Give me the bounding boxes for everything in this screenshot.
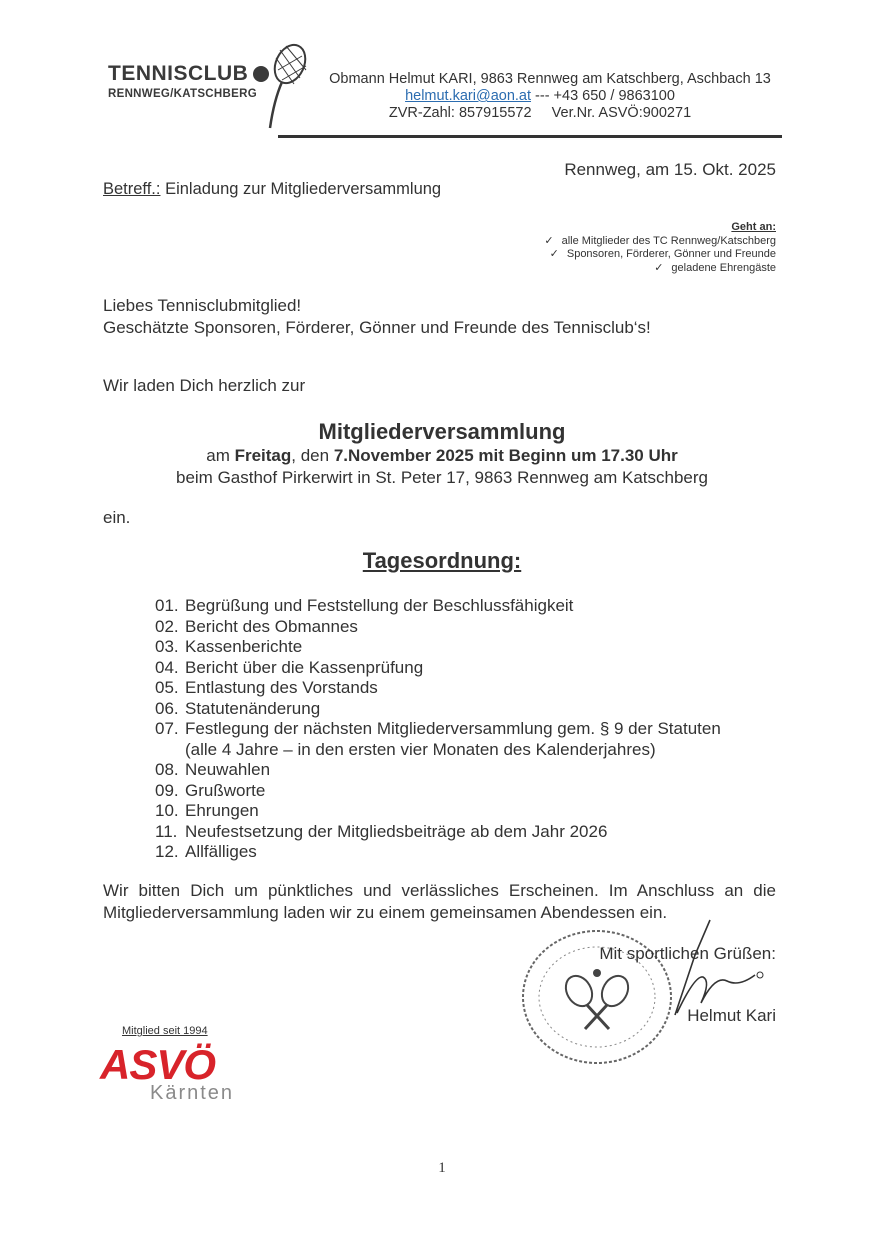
header-address: Obmann Helmut KARI, 9863 Rennweg am Katschberg, Aschbach 13	[329, 71, 771, 87]
subject-text: Einladung zur Mitgliederversammlung	[160, 180, 442, 198]
agenda-item-number: 07.	[155, 719, 179, 738]
agenda-item-number: 04.	[155, 657, 179, 677]
greeting-line-2: Geschätzte Sponsoren, Förderer, Gönner und Freunde des Tennisclub‘s!	[103, 318, 651, 337]
asvo-logo	[100, 1043, 215, 1087]
recipient-item: ✓ Sponsoren, Förderer, Gönner und Freunde	[549, 248, 776, 260]
agenda-item	[155, 781, 721, 802]
signature-name: Helmut Kari	[687, 1006, 776, 1025]
agenda-item-text: Festlegung der nächsten Mitgliederversammlung gem. § 9 der Statuten	[185, 719, 721, 738]
greeting-line-1: Liebes Tennisclubmitglied!	[103, 296, 302, 315]
event-datetime: am Freitag, den 7.November 2025 mit Beginn um 17.30 Uhr	[206, 446, 678, 465]
invite-intro: Wir laden Dich herzlich zur	[103, 376, 306, 395]
agenda-item-number: 10.	[155, 801, 179, 820]
agenda-item-text: Neufestsetzung der Mitgliedsbeiträge ab dem Jahr 2026	[185, 821, 608, 841]
header-phone: --- +43 650 / 9863100	[531, 88, 675, 104]
recipient-item: ✓ alle Mitglieder des TC Rennweg/Katschberg	[544, 234, 776, 247]
subject-line	[103, 180, 441, 199]
agenda-item-subtext: (alle 4 Jahre – in den ersten vier Monaten des Kalenderjahres)	[185, 739, 656, 759]
greeting	[103, 295, 651, 339]
agenda-item	[155, 760, 721, 781]
agenda-item	[155, 617, 721, 638]
club-logo-subtitle: RENNWEG/KATSCHBERG	[108, 88, 257, 100]
checkmark-icon: ✓	[654, 261, 664, 274]
event-date-time: 7.November 2025 mit Beginn um 17.30 Uhr	[333, 446, 678, 465]
recipients-block	[544, 221, 776, 275]
agenda-item	[155, 658, 721, 679]
event-day: Freitag	[234, 446, 292, 465]
agenda-item-number: 01.	[155, 596, 179, 615]
agenda-item	[155, 719, 721, 760]
agenda-item-number: 12.	[155, 842, 179, 861]
email-link[interactable]: helmut.kari@aon.at	[405, 88, 532, 104]
invite-end: ein.	[103, 508, 131, 527]
agenda-item	[155, 801, 721, 822]
asvo-region: Kärnten	[150, 1082, 235, 1104]
agenda-item-text: Allfälliges	[185, 842, 257, 861]
subject-label: Betreff.:	[103, 180, 161, 198]
tennis-racket-logo-icon	[250, 40, 312, 132]
agenda-item-text: Statutenänderung	[185, 698, 321, 718]
checkmark-icon: ✓	[544, 234, 554, 247]
agenda-item	[155, 637, 721, 658]
header-contact	[330, 88, 750, 104]
event-title: Mitgliederversammlung	[318, 419, 566, 444]
agenda-item-number: 02.	[155, 616, 179, 636]
agenda-item-number: 09.	[155, 780, 179, 800]
asvo-logo-text: ASVÖ	[100, 1041, 216, 1088]
agenda-title: Tagesordnung:	[362, 548, 522, 573]
agenda-item-number: 08.	[155, 760, 179, 779]
letter-date: Rennweg, am 15. Okt. 2025	[564, 160, 776, 179]
agenda-item-text: Entlastung des Vorstands	[185, 678, 378, 697]
agenda-item-number: 03.	[155, 637, 179, 656]
agenda-item-number: 05.	[155, 678, 179, 697]
agenda-list	[155, 596, 721, 863]
event-location: beim Gasthof Pirkerwirt in St. Peter 17, 9863 Rennweg am Katschberg	[176, 468, 708, 487]
closing-paragraph: Wir bitten Dich um pünktliches und verlässliches Erscheinen. Im Anschluss an die Mitgliederversammlung laden wir zu einem gemeinsamen Abendessen ein.	[103, 881, 776, 922]
agenda-item	[155, 822, 721, 843]
checkmark-icon: ✓	[549, 248, 559, 260]
header-registry: ZVR-Zahl: 857915572 Ver.Nr. ASVÖ:900271	[388, 105, 692, 121]
agenda-item	[155, 842, 721, 863]
agenda-item-text: Ehrungen	[185, 801, 259, 820]
agenda-item-text: Bericht des Obmannes	[185, 616, 358, 636]
page-number: 1	[438, 1160, 446, 1176]
agenda-item	[155, 596, 721, 617]
agenda-item-number: 06.	[155, 698, 179, 718]
agenda-item-text: Grußworte	[185, 780, 266, 800]
agenda-item-text: Neuwahlen	[185, 760, 271, 779]
recipient-item: ✓ geladene Ehrengäste	[654, 261, 776, 274]
agenda-item	[155, 699, 721, 720]
member-since: Mitglied seit 1994	[122, 1025, 208, 1037]
agenda-item	[155, 678, 721, 699]
signature-greeting: Mit sportlichen Grüßen:	[599, 944, 776, 963]
agenda-item-text: Bericht über die Kassenprüfung	[185, 657, 424, 677]
recipients-title: Geht an:	[731, 221, 776, 233]
agenda-item-text: Begrüßung und Feststellung der Beschlussfähigkeit	[185, 596, 574, 615]
agenda-item-number: 11.	[155, 821, 178, 841]
header-rule	[278, 135, 782, 138]
agenda-item-text: Kassenberichte	[185, 637, 303, 656]
club-logo-title: TENNISCLUB	[108, 62, 249, 85]
